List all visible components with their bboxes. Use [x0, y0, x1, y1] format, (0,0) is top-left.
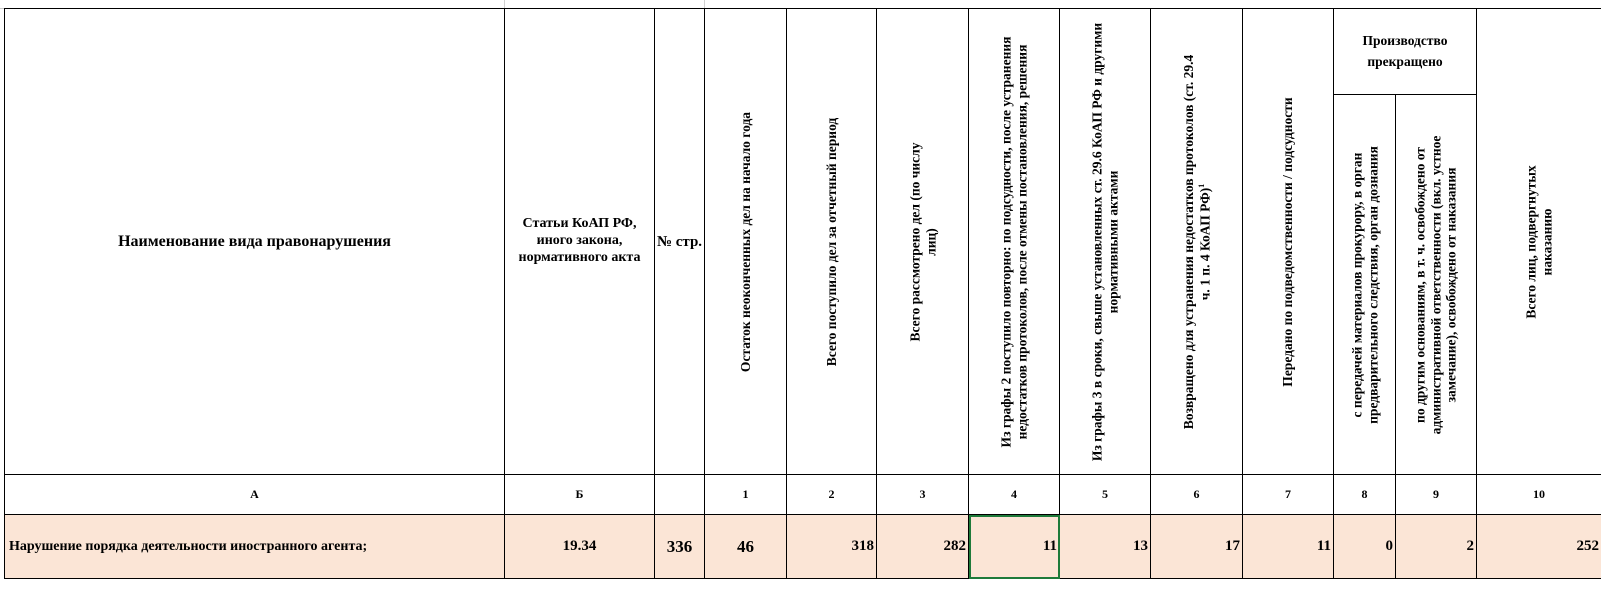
header-name-cell[interactable] [5, 9, 505, 475]
row-article-cell[interactable]: 19.34 [505, 515, 655, 579]
numbering-cell[interactable]: 8 [1334, 475, 1396, 515]
numbering-cell[interactable]: 1 [705, 475, 787, 515]
numbering-cell[interactable] [655, 475, 705, 515]
row-col4-cell[interactable]: 11 [969, 515, 1060, 579]
header-col7-label: Передано по подведомственности / подсудности [1280, 96, 1296, 387]
numbering-cell[interactable]: 10 [1477, 475, 1601, 515]
numbering-cell[interactable]: А [5, 475, 505, 515]
row-col8-cell[interactable]: 0 [1334, 515, 1396, 579]
header-col4-cell[interactable] [969, 9, 1060, 475]
header-col6-text: Возвращено для устранения недостатков протоколов (ст. 29.4 ч. 1 п. 4 КоАП РФ) [1180, 54, 1212, 429]
header-name-label: Наименование вида правонарушения [118, 232, 391, 250]
header-col8-cell[interactable] [1334, 95, 1396, 475]
header-col9-cell[interactable] [1396, 95, 1477, 475]
header-col7-cell[interactable] [1243, 9, 1334, 475]
header-col4-label: Из графы 2 поступило повторно: по подсудности, после устранения недостатков протоколов, после отмены постановления, решения [998, 36, 1029, 447]
row-col6-cell[interactable]: 17 [1151, 515, 1243, 579]
header-col10-cell[interactable] [1477, 9, 1601, 475]
header-col5-label: Из графы 3 в сроки, свыше установленных ст. 29.6 КоАП РФ и другими нормативными актами [1089, 22, 1120, 461]
numbering-cell[interactable]: 4 [969, 475, 1060, 515]
header-line-no-label: № стр. [656, 233, 703, 250]
report-table [4, 8, 1601, 579]
header-col3-cell[interactable] [877, 9, 969, 475]
header-col2-cell[interactable] [787, 9, 877, 475]
numbering-cell[interactable]: 3 [877, 475, 969, 515]
header-col2-label: Всего поступило дел за отчетный период [823, 117, 839, 366]
header-articles-cell[interactable] [505, 9, 655, 475]
numbering-cell[interactable]: 2 [787, 475, 877, 515]
row-col7-cell[interactable]: 11 [1243, 515, 1334, 579]
numbering-cell[interactable]: 7 [1243, 475, 1334, 515]
numbering-cell[interactable]: 5 [1060, 475, 1151, 515]
header-line-no-cell[interactable] [655, 9, 705, 475]
gridline [504, 0, 505, 8]
header-col6-cell[interactable] [1151, 9, 1243, 475]
row-name-cell[interactable]: Нарушение порядка деятельности иностранного агента; [5, 515, 505, 579]
gridline [704, 0, 705, 8]
header-col8-label: с передачей материалов прокурору, в орган предварительного следствия, орган дознания [1348, 145, 1380, 424]
numbering-cell[interactable]: Б [505, 475, 655, 515]
header-col6-footnote: 1 [1196, 183, 1206, 188]
row-col2-cell[interactable]: 318 [787, 515, 877, 579]
table-row [5, 515, 1601, 579]
header-col1-label: Остаток неоконченных дел на начало года [737, 111, 753, 372]
header-col6-label [1181, 52, 1213, 432]
header-col3-label: Всего рассмотрено дел (по числу лиц) [906, 142, 938, 341]
row-col3-cell[interactable]: 282 [877, 515, 969, 579]
header-col10-label: Всего лиц, подвергнутых наказанию [1523, 164, 1554, 319]
header-col1-cell[interactable] [705, 9, 787, 475]
numbering-cell[interactable]: 6 [1151, 475, 1243, 515]
row-col10-cell[interactable]: 252 [1477, 515, 1601, 579]
column-numbering-row [5, 475, 1601, 515]
header-col9-label: по другим основаниям, в т. ч. освобождено от административной ответственности (вкл. устное замечание), освобождено от наказания [1412, 135, 1459, 434]
row-col9-cell[interactable]: 2 [1396, 515, 1477, 579]
header-group-terminated-cell[interactable] [1334, 9, 1477, 95]
row-col5-cell[interactable]: 13 [1060, 515, 1151, 579]
row-line-cell[interactable]: 336 [655, 515, 705, 579]
numbering-cell[interactable]: 9 [1396, 475, 1477, 515]
header-group-terminated-label: Производство прекращено [1362, 33, 1448, 69]
row-col1-cell[interactable]: 46 [705, 515, 787, 579]
header-col5-cell[interactable] [1060, 9, 1151, 475]
header-articles-label: Статьи КоАП РФ, иного закона, нормативного акта [518, 216, 641, 265]
